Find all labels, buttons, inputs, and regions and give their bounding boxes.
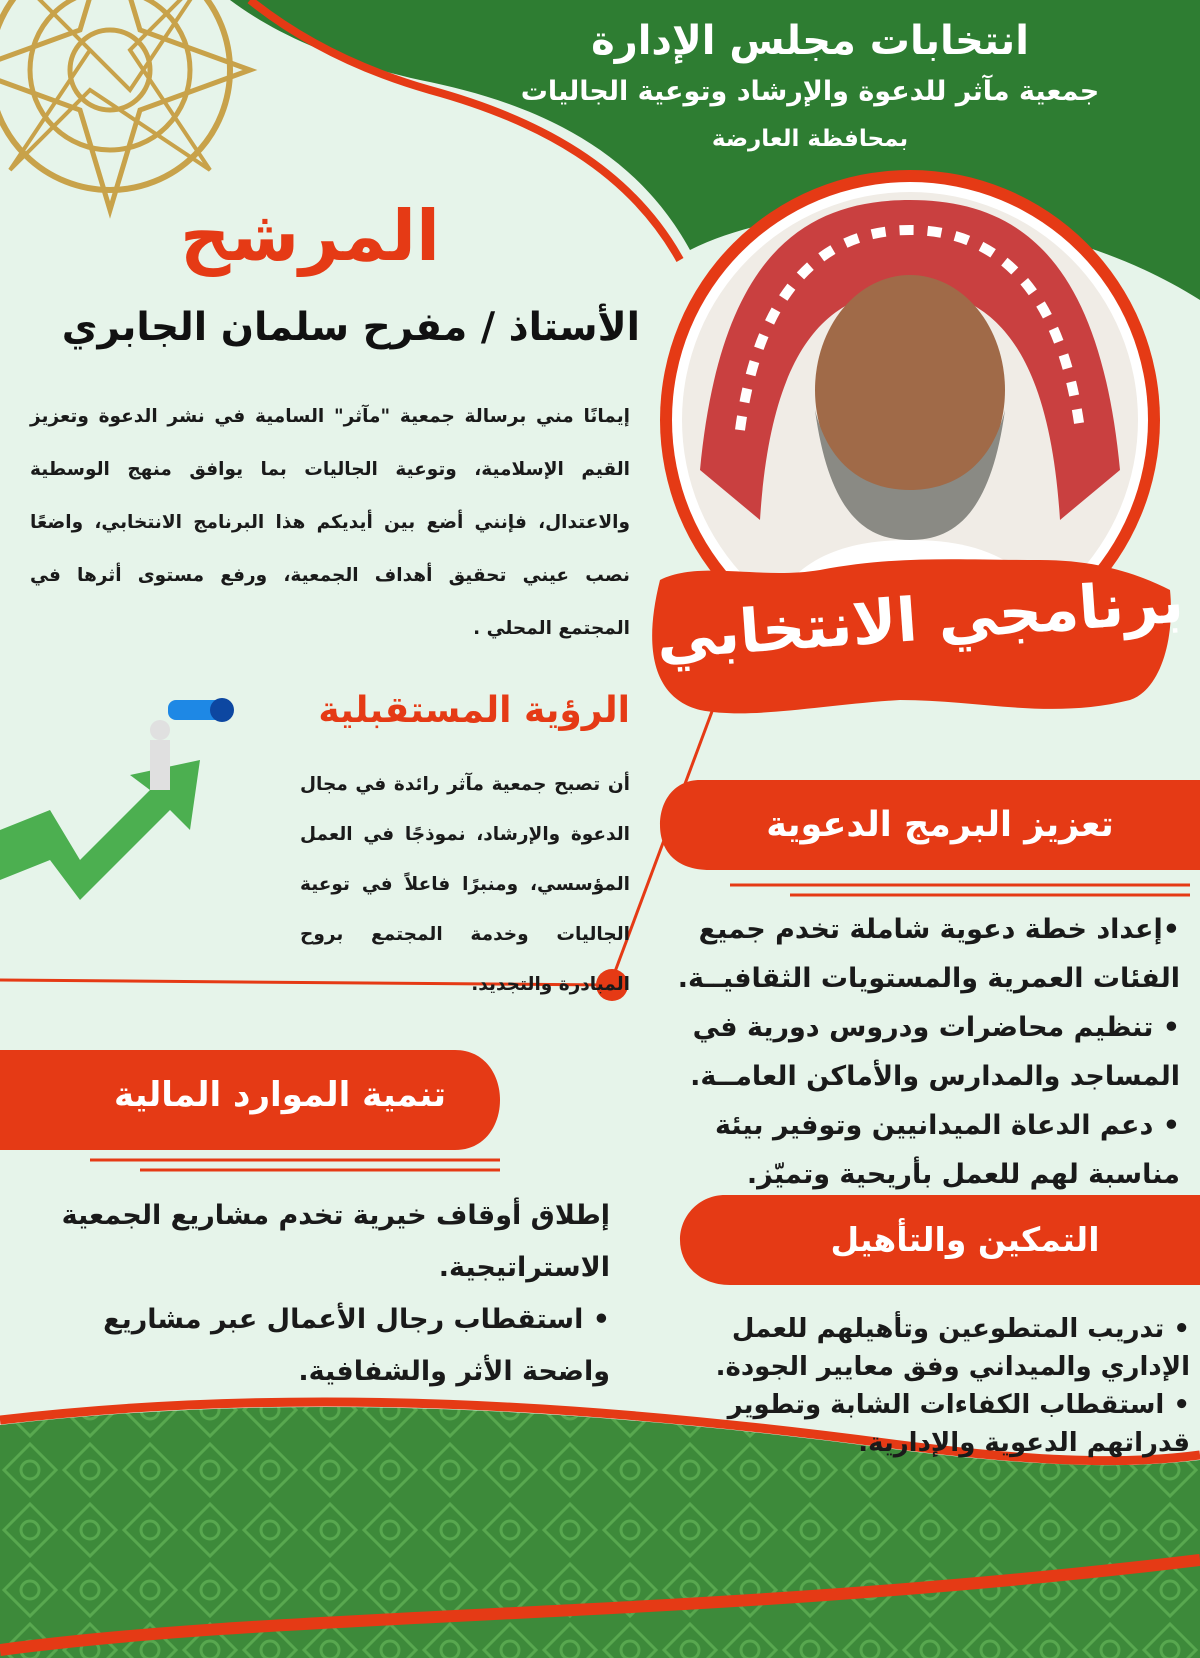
list-item: • دعم الدعاة الميدانيين وتوفير بيئة مناسبة لهم للعمل بأريحية وتميّز. — [715, 1110, 1180, 1190]
candidate-label: المرشح — [179, 195, 441, 277]
program-label: برنامجي الانتخابي — [654, 566, 1186, 674]
binoculars-growth-icon — [0, 698, 234, 900]
section-finance-title: تنمية الموارد المالية — [113, 1075, 447, 1115]
candidate-name: الأستاذ / مفرح سلمان الجابري — [61, 305, 640, 350]
list-item: • استقطاب الكفاءات الشابة وتطوير قدراتهم الدعوية والإدارية. — [727, 1390, 1190, 1458]
section-dawah-list — [640, 905, 1180, 1199]
organization-location: بمحافظة العارضة — [711, 126, 909, 152]
list-item: إطلاق أوقاف خيرية تخدم مشاريع الجمعية الاستراتيجية. — [61, 1200, 610, 1283]
vision-text: أن تصبح جمعية مآثر رائدة في مجال الدعوة والإرشاد، نموذجًا في العمل المؤسسي، ومنبرًا فاعلاً في توعية الجاليات وخدمة المجتمع بروح المبادرة والتجديد. — [300, 774, 630, 995]
intro-paragraph: إيمانًا مني برسالة جمعية "مآثر" السامية في نشر الدعوة وتعزيز القيم الإسلامية، وتوعية الجاليات بما يوافق منهج الوسطية والاعتدال، فإنني أضع بين أيديكم هذا البرنامج الانتخابي، واضعًا نصب عيني تحقيق أهداف الجمعية، ورفع مستوى أثرها في المجتمع المحلي . — [30, 406, 630, 639]
list-item: •إعداد خطة دعوية شاملة تخدم جميع الفئات العمرية والمستويات الثقافيــة. — [677, 914, 1180, 994]
list-item: • تدريب المتطوعين وتأهيلهم للعمل الإداري والميداني وفق معايير الجودة. — [715, 1314, 1190, 1382]
list-item: • تنظيم محاضرات ودروس دورية في المساجد والمدارس والأماكن العامــة. — [690, 1012, 1180, 1092]
section-finance-list — [20, 1190, 610, 1398]
list-item: • استقطاب رجال الأعمال عبر مشاريع واضحة الأثر والشفافية. — [103, 1304, 610, 1387]
event-title: انتخابات مجلس الإدارة — [591, 18, 1029, 64]
section-empowerment-title: التمكين والتأهيل — [830, 1220, 1100, 1259]
organization-name: جمعية مآثر للدعوة والإرشاد وتوعية الجاليات — [520, 76, 1100, 107]
vision-title: الرؤية المستقبلية — [318, 690, 630, 731]
section-dawah-title: تعزيز البرمج الدعوية — [766, 805, 1114, 845]
ornament-icon — [0, 0, 250, 210]
section-empowerment-list — [660, 1310, 1190, 1462]
